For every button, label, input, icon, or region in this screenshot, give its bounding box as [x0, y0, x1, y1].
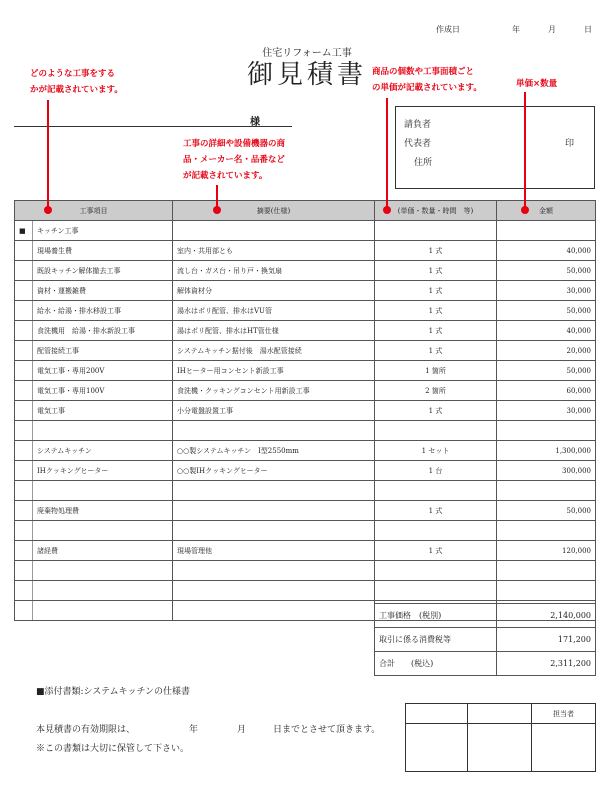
customer-suffix: 様 [250, 117, 260, 128]
row-amount: 30,000 [497, 281, 596, 301]
row-item [33, 581, 173, 601]
row-quantity: 1 式 [375, 301, 497, 321]
stamp-table [405, 703, 596, 772]
totals-label: 取引に係る消費税等 [375, 628, 497, 652]
stamp-box-1 [406, 724, 468, 772]
annotation-amount-dot [521, 206, 529, 214]
row-quantity: 1 式 [375, 401, 497, 421]
row-amount: 300,000 [497, 461, 596, 481]
header-amount: 金額 [497, 201, 596, 221]
row-description: ○○製IHクッキングヒーター [173, 461, 375, 481]
row-item: 電気工事・専用200V [33, 361, 173, 381]
contractor-label: 請負者 [404, 120, 432, 130]
validity-note: 本見積書の有効期限は、 年 月 日までとさせて頂きます。 [36, 725, 381, 735]
table-row [15, 261, 596, 281]
row-mark [15, 541, 33, 561]
row-mark [15, 421, 33, 441]
row-amount [497, 581, 596, 601]
row-description [173, 221, 375, 241]
row-mark [15, 381, 33, 401]
totals-row [375, 604, 596, 628]
row-quantity [375, 221, 497, 241]
totals-label: 工事価格 (税別) [375, 604, 497, 628]
table-row [15, 481, 596, 501]
row-mark [15, 321, 33, 341]
row-quantity: 1 式 [375, 241, 497, 261]
row-quantity [375, 561, 497, 581]
table-row [15, 221, 596, 241]
row-item [33, 481, 173, 501]
table-row [15, 321, 596, 341]
row-quantity [375, 581, 497, 601]
representative-label: 代表者 [404, 139, 432, 149]
stamp-box-3 [532, 724, 596, 772]
row-mark [15, 261, 33, 281]
annotation-qty-line [386, 98, 388, 209]
customer-name-line [14, 126, 292, 127]
row-amount [497, 481, 596, 501]
row-mark [15, 281, 33, 301]
row-item: 電気工事・専用100V [33, 381, 173, 401]
table-row [15, 361, 596, 381]
row-quantity: 1 セット [375, 441, 497, 461]
row-quantity: 1 式 [375, 261, 497, 281]
row-amount: 30,000 [497, 401, 596, 421]
row-quantity: 1 式 [375, 341, 497, 361]
row-amount: 40,000 [497, 241, 596, 261]
row-item: IHクッキングヒーター [33, 461, 173, 481]
row-quantity: 1 式 [375, 541, 497, 561]
row-mark [15, 401, 33, 421]
row-amount: 50,000 [497, 301, 596, 321]
row-description: 流し台・ガス台・吊り戸・換気扇 [173, 261, 375, 281]
table-row [15, 281, 596, 301]
row-mark [15, 561, 33, 581]
row-quantity: 2 箇所 [375, 381, 497, 401]
table-row [15, 501, 596, 521]
row-description: 現場管理他 [173, 541, 375, 561]
row-description: 室内・共用部とも [173, 241, 375, 261]
annotation-qty: 商品の個数や工事面積ごと の単価が記載されています。 [372, 67, 482, 93]
row-mark [15, 601, 33, 621]
row-description: 湯水はポリ配管、排水はVU管 [173, 301, 375, 321]
table-row [15, 461, 596, 481]
row-amount: 20,000 [497, 341, 596, 361]
row-item: 廃棄物処理費 [33, 501, 173, 521]
row-quantity [375, 481, 497, 501]
table-row [15, 541, 596, 561]
table-row [15, 241, 596, 261]
keep-note: ※この書類は大切に保管して下さい。 [36, 744, 190, 754]
annotation-amount: 単価×数量 [516, 79, 558, 89]
table-row [15, 561, 596, 581]
row-quantity: 1 式 [375, 281, 497, 301]
row-description [173, 581, 375, 601]
row-mark [15, 461, 33, 481]
row-item: 給水・給湯・排水移設工事 [33, 301, 173, 321]
row-description: IHヒーター用コンセント新設工事 [173, 361, 375, 381]
totals-value: 2,140,000 [497, 604, 596, 628]
annotation-qty-dot [383, 206, 391, 214]
row-item: 配管接続工事 [33, 341, 173, 361]
row-description: 小分電盤設置工事 [173, 401, 375, 421]
created-label: 作成日 [436, 25, 460, 34]
row-amount: 50,000 [497, 261, 596, 281]
row-quantity [375, 421, 497, 441]
stamp-header-1 [406, 704, 468, 724]
row-description: 食洗機・クッキングコンセント用新設工事 [173, 381, 375, 401]
row-item: システムキッチン [33, 441, 173, 461]
row-description [173, 601, 375, 621]
row-mark: ■ [15, 221, 33, 241]
row-amount: 60,000 [497, 381, 596, 401]
row-item: 食洗機用 給湯・排水新設工事 [33, 321, 173, 341]
row-amount: 40,000 [497, 321, 596, 341]
row-mark [15, 441, 33, 461]
row-amount: 50,000 [497, 361, 596, 381]
row-amount: 50,000 [497, 501, 596, 521]
totals-value: 171,200 [497, 628, 596, 652]
table-row [15, 441, 596, 461]
row-mark [15, 301, 33, 321]
table-row [15, 401, 596, 421]
created-month: 月 [548, 25, 556, 34]
table-row [15, 581, 596, 601]
table-row [15, 381, 596, 401]
created-date [436, 24, 592, 35]
attachment-note: ■添付書類:システムキッチンの仕様書 [36, 687, 191, 697]
row-mark [15, 521, 33, 541]
row-description: 湯はポリ配管、排水はHT管仕様 [173, 321, 375, 341]
totals-row [375, 652, 596, 676]
row-description [173, 421, 375, 441]
row-item [33, 521, 173, 541]
table-row [15, 301, 596, 321]
row-amount [497, 521, 596, 541]
address-label: 住所 [414, 158, 433, 168]
annotation-koji: どのような工事をする かが記載されています。 [30, 69, 123, 95]
annotation-koji-line [47, 100, 49, 209]
row-mark [15, 241, 33, 261]
row-quantity: 1 台 [375, 461, 497, 481]
row-item: キッチン工事 [33, 221, 173, 241]
row-item [33, 601, 173, 621]
row-mark [15, 361, 33, 381]
row-quantity: 1 式 [375, 321, 497, 341]
totals-table [374, 603, 596, 676]
row-description: 解体資材分 [173, 281, 375, 301]
estimate-table [14, 200, 596, 621]
row-item [33, 561, 173, 581]
row-quantity [375, 521, 497, 541]
row-mark [15, 481, 33, 501]
header-quantity: (単価・数量・時間 等) [375, 201, 497, 221]
row-mark [15, 581, 33, 601]
row-description [173, 561, 375, 581]
table-header-row [15, 201, 596, 221]
row-amount: 120,000 [497, 541, 596, 561]
table-row [15, 421, 596, 441]
row-item: 既設キッチン解体撤去工事 [33, 261, 173, 281]
row-description [173, 501, 375, 521]
row-description [173, 521, 375, 541]
stamp-box-2 [468, 724, 532, 772]
row-description: ○○製システムキッチン I型2550mm [173, 441, 375, 461]
table-row [15, 521, 596, 541]
row-quantity: 1 式 [375, 501, 497, 521]
annotation-detail-dot [213, 206, 221, 214]
row-amount [497, 421, 596, 441]
row-description: システムキッチン据付後 湯水配管接続 [173, 341, 375, 361]
row-item: 諸経費 [33, 541, 173, 561]
totals-value: 2,311,200 [497, 652, 596, 676]
row-mark [15, 501, 33, 521]
row-amount [497, 561, 596, 581]
annotation-koji-dot [44, 206, 52, 214]
row-item [33, 421, 173, 441]
row-quantity: 1 箇所 [375, 361, 497, 381]
stamp-header-staff: 担当者 [532, 704, 596, 724]
totals-row [375, 628, 596, 652]
row-amount: 1,300,000 [497, 441, 596, 461]
header-description: 摘要(仕様) [173, 201, 375, 221]
row-description [173, 481, 375, 501]
annotation-detail: 工事の詳細や設備機器の商 品・メーカー名・品番など が記載されています。 [183, 139, 286, 181]
row-amount [497, 221, 596, 241]
row-item: 資材・運搬雑費 [33, 281, 173, 301]
seal-mark: 印 [564, 139, 574, 149]
document-subtitle: 住宅リフォーム工事 [262, 48, 352, 59]
row-mark [15, 341, 33, 361]
created-day: 日 [584, 25, 592, 34]
totals-label: 合計 (税込) [375, 652, 497, 676]
annotation-amount-line [524, 92, 526, 209]
stamp-header-2 [468, 704, 532, 724]
contractor-box [395, 106, 595, 189]
document-title: 御見積書 [246, 60, 367, 90]
created-year: 年 [512, 25, 520, 34]
row-item: 現場養生費 [33, 241, 173, 261]
header-item: 工事項目 [15, 201, 173, 221]
table-row [15, 341, 596, 361]
row-item: 電気工事 [33, 401, 173, 421]
